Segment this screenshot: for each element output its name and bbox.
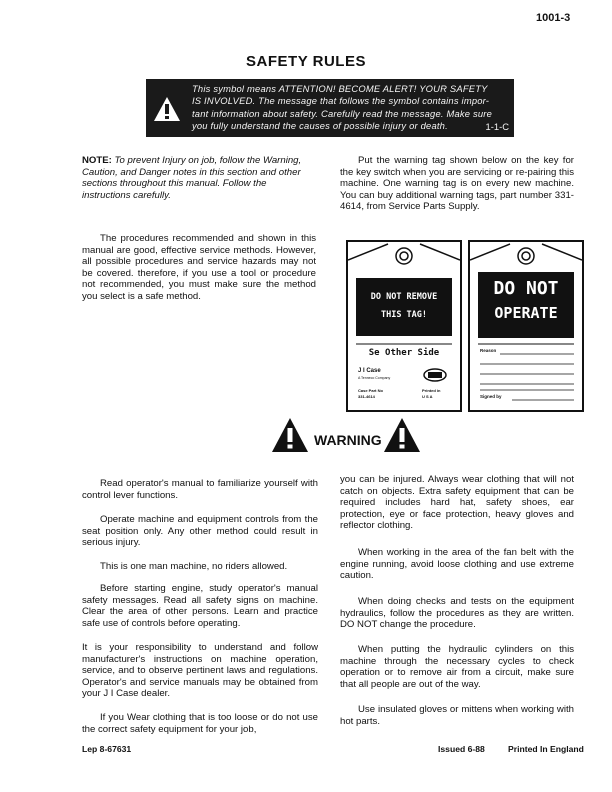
note-text: To prevent Injury on job, follow the Warning, Caution, and Danger notes in this section and other sections throughout this manual. Follow the instructions carefully. bbox=[82, 155, 302, 201]
left-paragraph-text: This is one man machine, no riders allowed. bbox=[100, 561, 288, 572]
safety-symbol-banner bbox=[146, 79, 514, 137]
page-title: SAFETY RULES bbox=[246, 53, 366, 70]
tag-part-label: Case Part No bbox=[358, 388, 383, 393]
left-paragraph bbox=[82, 583, 318, 629]
warning-heading bbox=[271, 417, 421, 457]
banner-text bbox=[192, 83, 510, 133]
tag-paragraph bbox=[340, 155, 574, 213]
tag-signed-label: Signed by bbox=[480, 394, 502, 399]
left-paragraph bbox=[82, 642, 318, 700]
page-number: 1001-3 bbox=[536, 12, 571, 24]
warning-triangle-icon bbox=[383, 417, 421, 453]
left-paragraph bbox=[82, 478, 318, 501]
banner-line: tant information about safety. Carefully read the message. Make sure bbox=[192, 107, 493, 119]
warning-heading-text: WARNING bbox=[314, 432, 382, 448]
tag-brand-sub: A Tenneco Company bbox=[358, 376, 391, 380]
procedures-paragraph bbox=[82, 233, 316, 303]
banner-code: 1-1-C bbox=[485, 121, 509, 132]
procedures-text: The procedures recommended and shown in this manual are good, effective service methods. However, all possible procedures and service hazards may not be covered. therefore, if you use a tool or procedure not recommended, you must make sure the method you select is a safe method. bbox=[82, 233, 316, 302]
warning-triangle-icon bbox=[153, 96, 181, 122]
tag-text: Put the warning tag shown below on the key for the key switch when you are servicing or re-pairing this machine. One warning tag is on every new machine. You can buy additional warning tags, part number 331-4614, from Service Parts Supply. bbox=[340, 155, 574, 213]
warning-triangle-icon bbox=[271, 417, 309, 453]
right-paragraph bbox=[340, 547, 574, 582]
warning-tag-back bbox=[468, 240, 584, 412]
note-label: NOTE: bbox=[82, 155, 112, 166]
right-paragraph bbox=[340, 704, 574, 727]
right-paragraph bbox=[340, 596, 574, 631]
footer-printed: Printed In England bbox=[508, 744, 584, 754]
right-paragraph-text: When doing checks and tests on the equipment hydraulics, follow the procedures as they are written. DO NOT change the procedure. bbox=[340, 596, 574, 631]
tag-back-line2: OPERATE bbox=[494, 304, 558, 322]
tag-brand: J I Case bbox=[358, 368, 381, 374]
tag-reason-label: Reason bbox=[480, 348, 497, 353]
right-paragraph bbox=[340, 474, 574, 532]
right-paragraph-text: you can be injured. Always wear clothing that will not catch on objects. Extra safety equipment that can be required includes hard hat, safety shoes, ear protection, eye or face protection, heavy gloves and reflector clothing. bbox=[340, 474, 574, 532]
right-paragraph-text: When working in the area of the fan belt with the engine running, avoid loose clothing and use extreme caution. bbox=[340, 547, 574, 582]
right-paragraph-text: When putting the hydraulic cylinders on this machine through the necessary cycles to check operation or to remove air from a circuit, make sure that all people are out of the way. bbox=[340, 644, 574, 690]
left-paragraph-text: Read operator's manual to familiarize yourself with control lever functions. bbox=[82, 478, 318, 501]
banner-line: This symbol means ATTENTION! BECOME ALERT! YOUR SAFETY bbox=[192, 83, 488, 94]
tag-back-line1: DO NOT bbox=[493, 278, 559, 299]
tag-part-number: 331-4614 bbox=[358, 394, 375, 399]
left-paragraph bbox=[82, 561, 318, 573]
tag-back-graphic bbox=[470, 242, 582, 410]
tag-printed-label: Printed in bbox=[422, 388, 441, 393]
left-paragraph-text: Before starting engine, study operator's manual safety messages. Read all safety signs on machine. Clear the area of other persons. Learn and practice safe use of controls before operating. bbox=[82, 583, 318, 629]
left-paragraph bbox=[82, 514, 318, 549]
banner-line: IS INVOLVED. The message that follows the symbol contains impor- bbox=[192, 95, 490, 107]
footer-issued: Issued 6-88 bbox=[438, 744, 485, 754]
tag-front-line2: THIS TAG! bbox=[380, 310, 428, 320]
tag-front-line1: DO NOT REMOVE bbox=[370, 292, 438, 302]
tag-printed-in: U S A bbox=[422, 394, 433, 399]
left-paragraph-text: It is your responsibility to understand and follow manufacturer's instructions on machine operation, service, and to observe pertinent laws and regulations. Operator's and service manuals may be obtained from your J I Case dealer. bbox=[82, 642, 318, 700]
left-paragraph-text: If you Wear clothing that is too loose or do not use the correct safety equipment for your job, bbox=[82, 712, 318, 735]
right-paragraph-text: Use insulated gloves or mittens when working with hot parts. bbox=[340, 704, 574, 727]
right-paragraph bbox=[340, 644, 574, 690]
footer-reference: Lep 8-67631 bbox=[82, 744, 132, 754]
tag-front-graphic bbox=[348, 242, 460, 410]
left-paragraph-text: Operate machine and equipment controls from the seat position only. Any other method could result in serious injury. bbox=[82, 514, 318, 549]
left-paragraph bbox=[82, 712, 318, 735]
warning-tag-front bbox=[346, 240, 462, 412]
banner-line: you fully understand the causes of possible injury or death. bbox=[192, 120, 448, 132]
note-paragraph bbox=[82, 155, 316, 201]
tag-see-other-side: Se Other Side bbox=[368, 348, 440, 358]
